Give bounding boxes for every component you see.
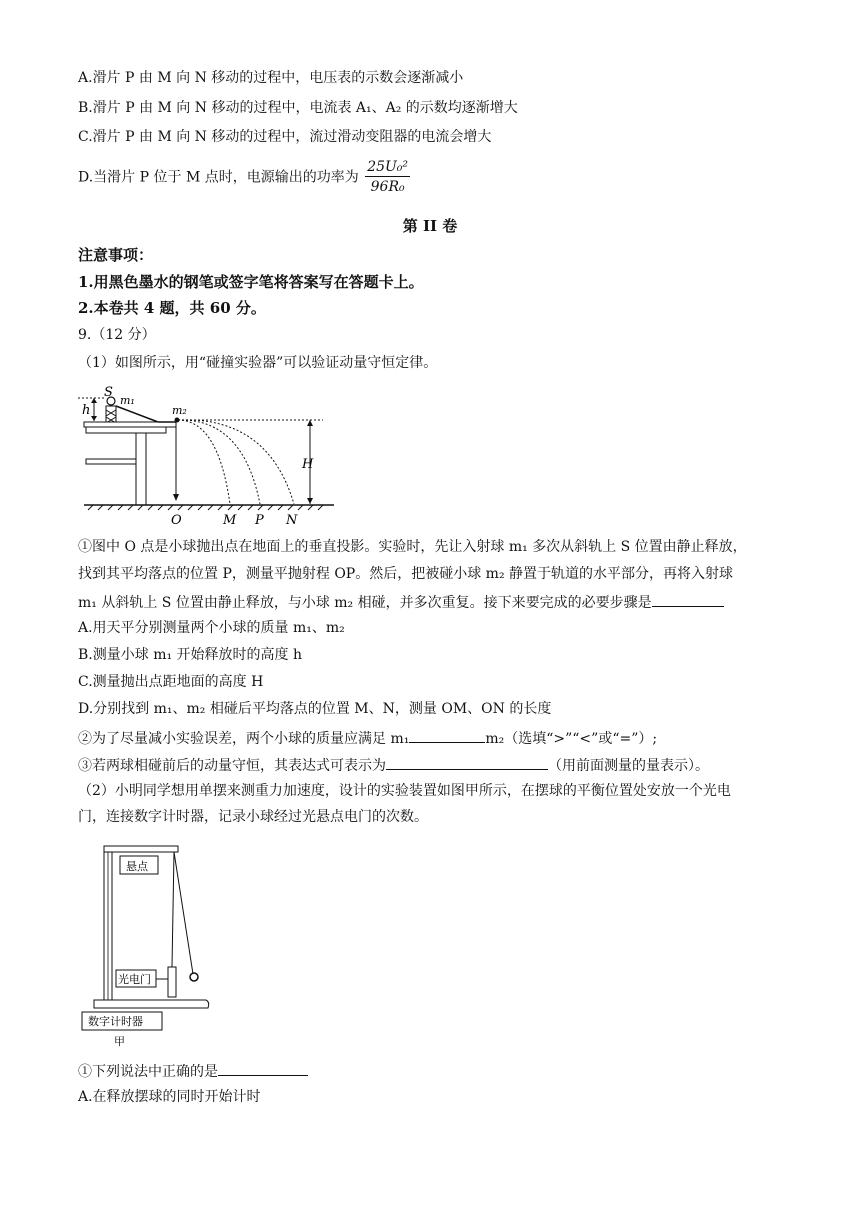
label-m2: m₂ xyxy=(172,404,187,417)
choice-d: D.分别找到 m₁、m₂ 相碰后平均落点的位置 M、N，测量 OM、ON 的长度 xyxy=(78,701,552,717)
para1-line: 找到其平均落点的位置 P，测量平抛射程 OP。然后，把被碰小球 m₂ 静置于轨道的水平部分，再将入射球 xyxy=(78,566,734,582)
subquestion-3: ③若两球相碰前后的动量守恒，其表达式可表示为 （用前面测量的量表示）。 xyxy=(78,754,709,776)
note-item: 2.本卷共 4 题，共 60 分。 xyxy=(78,299,266,317)
label-h: h xyxy=(82,403,91,418)
answer-blank-expression[interactable] xyxy=(386,754,548,770)
question-header: 9.（12 分） xyxy=(78,327,156,343)
label-m: M xyxy=(223,513,237,528)
choice-c: C.测量抛出点距地面的高度 H xyxy=(78,674,264,690)
part2-line: （2）小明同学想用单摆来测重力加速度，设计的实验装置如图甲所示，在摆球的平衡位置处安放一个光电 xyxy=(78,783,731,799)
label-s: S xyxy=(104,385,113,400)
option-d-text: D.当滑片 P 位于 M 点时，电源输出的功率为 xyxy=(78,169,359,186)
label-suspension: 悬点 xyxy=(126,860,148,873)
choice-a: A.用天平分别测量两个小球的质量 m₁、m₂ xyxy=(78,620,345,636)
label-timer: 数字计时器 xyxy=(88,1015,143,1028)
power-fraction xyxy=(365,158,410,197)
sub1-question: ①下列说法中正确的是 xyxy=(78,1060,308,1082)
label-photogate: 光电门 xyxy=(118,973,151,986)
pendulum-apparatus-figure xyxy=(78,842,218,1048)
label-H: H xyxy=(302,457,314,472)
fraction-denominator: 96R₀ xyxy=(370,179,405,195)
label-o: O xyxy=(171,513,182,528)
section-title: 第 II 卷 xyxy=(402,217,458,235)
answer-blank-steps[interactable] xyxy=(652,591,724,607)
label-n: N xyxy=(286,513,298,528)
fraction-numerator: 25U₀² xyxy=(367,159,409,175)
sub1-choice-a: A.在释放摆球的同时开始计时 xyxy=(78,1089,261,1105)
figure-caption: 甲 xyxy=(114,1035,125,1048)
collision-apparatus-figure xyxy=(78,384,338,530)
part1-intro: （1）如图所示，用“碰撞实验器”可以验证动量守恒定律。 xyxy=(78,355,438,371)
label-m1: m₁ xyxy=(120,394,135,407)
subquestion-2: ②为了尽量减小实验误差，两个小球的质量应满足 m₁ m₂（选填“>”“<”或“=”）; xyxy=(78,727,657,749)
choice-b: B.测量小球 m₁ 开始释放时的高度 h xyxy=(78,647,302,663)
option-a: A.滑片 P 由 M 向 N 移动的过程中，电压表的示数会逐渐减小 xyxy=(78,70,464,86)
option-d xyxy=(78,158,410,197)
para1-line: m₁ 从斜轨上 S 位置由静止释放，与小球 m₂ 相碰，并多次重复。接下来要完成的必要步骤是 xyxy=(78,591,724,613)
part2-line: 门，连接数字计时器，记录小球经过光悬点电门的次数。 xyxy=(78,809,428,825)
para1-line: ①图中 O 点是小球抛出点在地面上的垂直投影。实验时，先让入射球 m₁ 多次从斜轨上 S 位置由静止释放， xyxy=(78,539,747,555)
notes-heading: 注意事项： xyxy=(78,246,154,264)
label-p: P xyxy=(255,513,264,528)
option-b: B.滑片 P 由 M 向 N 移动的过程中，电流表 A₁、A₂ 的示数均逐渐增大 xyxy=(78,100,518,116)
answer-blank-mass[interactable] xyxy=(409,727,485,743)
answer-blank-correct[interactable] xyxy=(218,1060,308,1076)
option-c: C.滑片 P 由 M 向 N 移动的过程中，流过滑动变阻器的电流会增大 xyxy=(78,129,492,145)
note-item: 1.用黑色墨水的钢笔或签字笔将答案写在答题卡上。 xyxy=(78,273,424,291)
